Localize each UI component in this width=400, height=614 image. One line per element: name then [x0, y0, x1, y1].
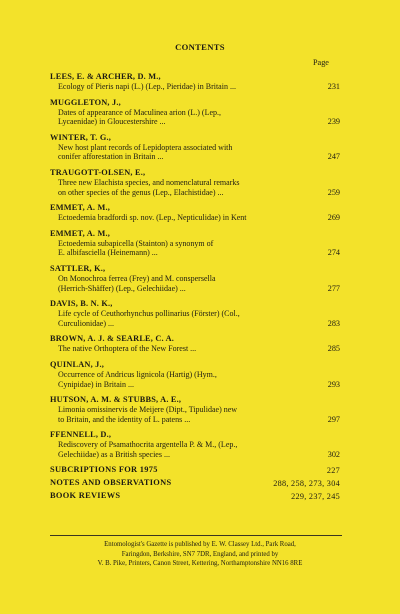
- entry-authors: FFENNELL, D.,: [50, 430, 112, 440]
- section-notes-and-observations: [50, 478, 340, 488]
- section-label: BOOK REVIEWS: [50, 491, 121, 501]
- entry-page: 285: [327, 344, 340, 354]
- contents-entry: [50, 203, 340, 223]
- entry-authors: TRAUGOTT-OLSEN, E.,: [50, 167, 146, 177]
- entry-title: Rediscovery of Psamathocrita argentella P. & M., (Lep., Gelechiidae) as a British species ...: [58, 440, 238, 459]
- contents-entry: [50, 395, 340, 424]
- entry-authors: MUGGLETON, J.,: [50, 97, 121, 107]
- entry-authors: EMMET, A. M.,: [50, 228, 111, 238]
- entry-page: 297: [327, 414, 340, 424]
- entry-title: Limonia omissinervis de Meijere (Dipt., Tipulidae) new to Britain, and the identity of L. patens ...: [58, 405, 238, 424]
- entry-page: 274: [327, 248, 340, 258]
- entry-authors: DAVIS, B. N. K.,: [50, 299, 113, 309]
- entry-title: Occurrence of Andricus lignicola (Hartig) (Hym., Cynipidae) in Britain ...: [58, 369, 217, 389]
- imprint-line: Entomologist's Gazette is published by E. W. Classey Ltd., Park Road,: [104, 541, 296, 548]
- contents-list: [50, 72, 340, 501]
- contents-heading: CONTENTS: [175, 42, 225, 52]
- entry-title: Three new Elachista species, and nomenclatural remarks on other species of the genus (Lep., Elachistidae) ...: [58, 177, 240, 197]
- entry-authors: QUINLAN, J.,: [50, 359, 105, 369]
- section-label: SUBCRIPTIONS FOR 1975: [50, 465, 158, 475]
- entry-authors: WINTER, T. G.,: [50, 132, 112, 142]
- publisher-imprint: [40, 540, 360, 569]
- section-book-reviews: [50, 491, 340, 501]
- contents-entry: [50, 229, 340, 258]
- entry-authors: LEES, E. & ARCHER, D. M.,: [50, 72, 161, 81]
- entry-page: 269: [327, 213, 340, 223]
- entry-title: The native Orthoptera of the New Forest ...: [58, 344, 197, 354]
- contents-entry: [50, 430, 340, 459]
- section-page: 229, 237, 245: [291, 491, 340, 501]
- contents-entry: [50, 168, 340, 197]
- page-column-label: Page: [313, 58, 329, 67]
- entry-title: Ectoedemia bradfordi sp. nov. (Lep., Nepticulidae) in Kent: [58, 213, 247, 223]
- contents-entry: [50, 334, 340, 354]
- entry-title: Life cycle of Ceuthorhynchus pollinarius (Förster) (Col., Curculionidae) ...: [58, 309, 240, 328]
- entry-page: 277: [327, 283, 340, 293]
- entry-authors: BROWN, A. J. & SEARLE, C. A.: [50, 334, 175, 344]
- contents-entry: [50, 98, 340, 127]
- contents-entry: [50, 264, 340, 293]
- contents-entry: [50, 299, 340, 328]
- entry-authors: SATTLER, K.,: [50, 263, 106, 273]
- entry-title: Ecology of Pieris napi (L.) (Lep., Pieridae) in Britain ...: [58, 82, 236, 91]
- entry-page: 239: [327, 117, 340, 127]
- entry-page: 247: [327, 152, 340, 162]
- entry-page: 302: [327, 449, 340, 459]
- section-page: 288, 258, 273, 304: [273, 478, 340, 488]
- section-subscriptions: [50, 465, 340, 475]
- contents-entry: [50, 133, 340, 162]
- imprint-line: Faringdon, Berkshire, SN7 7DR, England, and printed by: [121, 550, 279, 558]
- entry-title: Ectoedemia subapicella (Stainton) a synonym of E. albifasciella (Heinemann) ...: [58, 238, 214, 258]
- contents-entry: [50, 72, 340, 92]
- entry-authors: EMMET, A. M.,: [50, 203, 111, 213]
- entry-page: 293: [327, 379, 340, 389]
- entry-authors: HUTSON, A. M. & STUBBS, A. E.,: [50, 395, 182, 405]
- entry-page: 283: [327, 318, 340, 328]
- imprint-line: V. B. Pike, Printers, Canon Street, Kettering, Northamptonshire NN16 8RE: [97, 560, 303, 568]
- section-page: 227: [326, 465, 340, 475]
- entry-title: New host plant records of Lepidoptera associated with conifer afforestation in Britain ...: [58, 142, 233, 162]
- contents-entry: [50, 360, 340, 389]
- entry-page: 231: [327, 82, 340, 91]
- entry-title: On Monochroa ferrea (Frey) and M. conspersella (Herrich-Shäffer) (Lep., Gelechiidae) ...: [58, 273, 216, 293]
- entry-title: Dates of appearance of Maculinea arion (L.) (Lep., Lycaenidae) in Gloucestershire ...: [58, 107, 222, 127]
- footer-divider: [50, 535, 342, 536]
- entry-page: 259: [327, 187, 340, 197]
- section-label: NOTES AND OBSERVATIONS: [50, 478, 172, 488]
